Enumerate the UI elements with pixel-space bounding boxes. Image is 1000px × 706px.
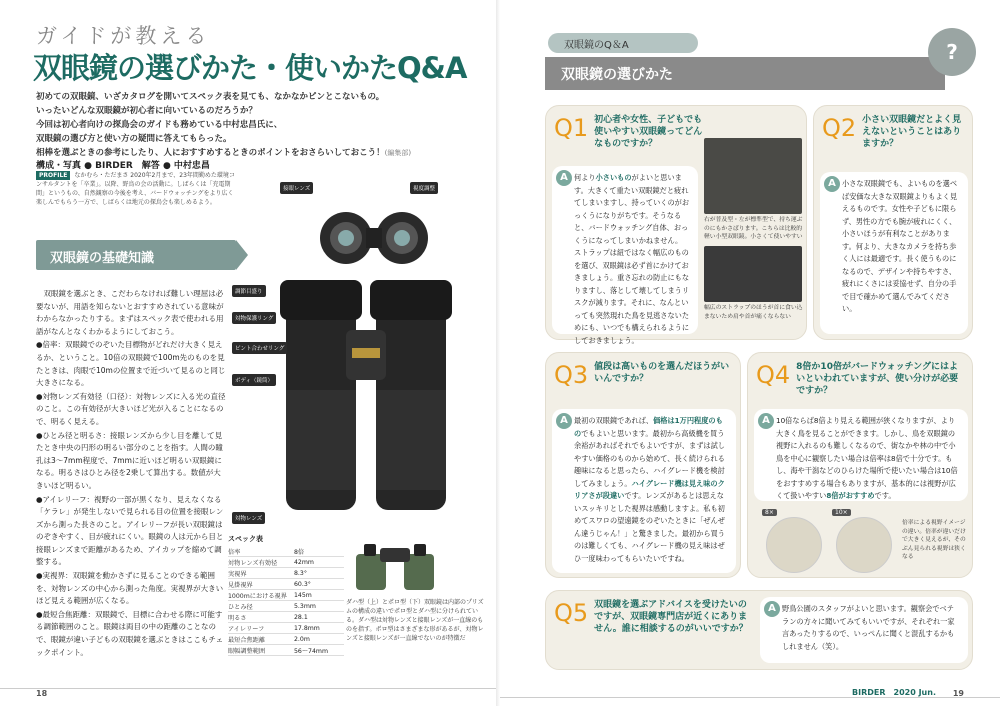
q4-header (756, 361, 966, 397)
q2-header (822, 114, 966, 150)
bird-view-10x-image (836, 517, 892, 573)
lead-line: 相棒を選ぶときの参考にしたり、人におすすめするときのポイントをおさらいしておこう！(編集部) (36, 148, 412, 158)
q3-highlight-1: 価格は1万円程度のもの (574, 416, 723, 438)
profile-text: なかむら・ただまさ 2020年2月まで、23年間勤めた環境コンサルタントを「卒業」。以降、野鳥の会の活動に。しばらくは「充電期間」というもの、自然観察の今後を考え、バードウォッチングをより広く楽しんでもらう一方で、しばらくは地元の探鳥会も楽しめるよう。 (36, 172, 235, 206)
zoom-8x-label: 8× (762, 509, 777, 516)
q1-header (554, 114, 704, 150)
footer-line (0, 688, 500, 698)
section-banner: 双眼鏡の基礎知識 (36, 240, 236, 270)
q3-title: 値段は高いものを選んだほうがいいんですか？ (594, 362, 730, 384)
lead-tag: (編集部) (384, 149, 412, 157)
spec-row: 明るさ 28.1 (228, 612, 344, 623)
answer-a-icon: A (824, 176, 840, 192)
q1-answer: 何より小さいものがよいと思います。大きくて重たい双眼鏡だと疲れてしまいますし、持っていくのがおっくうになりがちです。そうなると、バードウォッチング自体、おっくうになってしまいかねません。 ストラップは紐ではなく幅広のものを選び、双眼鏡は必ず首にかけておきましょう。重さ忘れの防止にもなりますし、落として壊してしまうリスクが減ります。それに、なんといっても突然現れた鳥を見逃さないためにも、いつでも構えられるようにしておきましょう。 (552, 166, 698, 334)
q1-photo-strap (704, 246, 802, 302)
q5-card (545, 590, 973, 670)
q1-card (545, 105, 807, 345)
q3-header (554, 361, 734, 389)
zoom-10x-label: 10× (832, 509, 851, 516)
question-logo-icon: ? (928, 28, 976, 76)
spec-title: スペック表 (228, 535, 263, 543)
bird-view-8x-image (766, 517, 822, 573)
answer-a-icon: A (556, 170, 572, 186)
q3-card (545, 352, 741, 578)
callout-objective-lens: 対物レンズ (232, 512, 265, 524)
qa-tag: 双眼鏡のQ＆A (548, 33, 698, 53)
page-title: 双眼鏡の選びかた・使いかたQ&A (33, 51, 467, 85)
answer-a-icon: A (764, 601, 780, 617)
q1-highlight: 小さいもの (595, 173, 632, 182)
spec-row: 最短合焦距離 2.0m (228, 634, 344, 645)
q3-answer: 最初の双眼鏡であれば、価格は1万円程度のものでもよいと思います。最初から高級機を買う余裕があればそれでもよいですが、まずは試しやすい価格のものから始めて、長く続けられる趣味になると思ったら、ハイグレード機を検討してみましょう。ハイグレード機は見え味のクリアさが段違いです。レンズがあるとは思えないスッキリとした視界は感動しますよ。私も初めてスワロの望遠鏡をのぞいたときに「ぜんぜん違うじゃん！」と驚きました。最初から買うのは難しくても、ハイグレード機の見え味はぜひ一度味わってもらいたいですね。 (552, 409, 736, 573)
lead-line: 双眼鏡の選び方と使い方の疑問に答えてもらった。 (36, 134, 232, 144)
term-item: ●最短合焦距離：双眼鏡で、目標に合わせる際に可能する調節範囲のこと。眼鏡は両目の中の距離のことなので、眼鏡が違い子どもの双眼鏡を選ぶときはここもチェックポイント。 (36, 609, 224, 657)
lead-line: 今回は初心者向けの探鳥会のガイドも務めている中村忠昌氏に、 (36, 120, 283, 130)
callout-objective-ring: 対物保護リング (232, 312, 276, 324)
binoculars-main-image (266, 270, 466, 520)
q2-card (813, 105, 973, 340)
q2-title: 小さい双眼鏡だとよく見えないということはありますか？ (862, 115, 962, 149)
answer-a-icon: A (556, 413, 572, 429)
q5-answer: 野鳥公園のスタッフがよいと思います。観察会でベテランの方々に聞いてみてもいいですが、それぞれ一家言あったりするので、いっぺんに聞くと混乱するかもしれません（笑）。 (760, 597, 968, 663)
term-item: ●倍率：双眼鏡でのぞいた目標物がどれだけ大きく見えるか、ということ。10倍の双眼鏡で100m先のものを見たときは、肉眼で10mの位置まで近づいて見るのと同じ大きさになる。 (36, 340, 226, 388)
lead-line: 初めての双眼鏡、いざカタログを開いてスペック表を見ても、なかなかピンとこないもの。 (36, 92, 385, 102)
q4-bird-caption: 倍率による視野イメージの違い。倍率が違いだけで大きく見えるが、そのぶん見られる視野は狭くなる (902, 520, 966, 560)
q1-number: Q1 (554, 114, 589, 142)
page-number-left: 18 (36, 689, 48, 698)
right-page (500, 0, 1000, 706)
binoculars-top-view-image (314, 200, 434, 270)
spec-row: 眼幅調整範囲 56〜74mm (228, 645, 344, 656)
spec-row: 見掛視界 60.3° (228, 579, 344, 590)
section-banner-right: 双眼鏡の選びかた (545, 57, 945, 90)
footer-brand: BIRDER 2020 Jun. (852, 688, 936, 697)
q4-card (747, 352, 973, 578)
q5-title: 双眼鏡を選ぶアドバイスを受けたいのですが、双眼鏡専門店が近くにありません。誰に相談するのがいいですか？ (594, 600, 748, 634)
page-number-right: 19 (952, 689, 964, 698)
q3-highlight-2: ハイグレード機は見え味のクリアさが段違い (574, 478, 725, 500)
term-item: ●実視界：双眼鏡を動かさずに見ることのできる範囲を、対物レンズの中心から測った角度。実視界が大きいほど見える範囲が広くなる。 (36, 571, 224, 606)
q1-photo-binoculars (704, 138, 802, 214)
spec-row: 1000mにおける視界 145m (228, 590, 344, 601)
q1-title: 初心者や女性、子どもでも使いやすい双眼鏡ってどんなものですか？ (594, 115, 703, 149)
callout-diopter: 視度調整 (410, 182, 438, 194)
spec-row: アイレリーフ 17.8mm (228, 623, 344, 634)
lead-line: いったいどんな双眼鏡が初心者に向いているのだろうか？ (36, 106, 258, 116)
spec-row: 倍率 8倍 (228, 546, 344, 557)
q3-number: Q3 (554, 361, 589, 389)
callout-body: ボディ（鏡筒） (232, 374, 276, 386)
q4-number: Q4 (756, 361, 791, 389)
spec-row: 対物レンズ有効径 42mm (228, 557, 344, 568)
q5-header (554, 599, 754, 635)
spec-row: 実視界 8.3° (228, 568, 344, 579)
body-column (36, 288, 226, 660)
q2-answer: 小さな双眼鏡でも、よいものを選べば安価な大きな双眼鏡よりもよく見えるものです。女性や子どもに限らず、男性の方でも腕が疲れにくく、小さいほうが有利なことがあります。何より、大きなカメラを持ち歩く人には最適です。長く使うものになるので、デザインや持ちやすさ、疲れにくさには妥協せず、自分の手で目で確かめて選んでみてください。 (820, 172, 968, 334)
credit: 構成・写真 ● BIRDER 解答 ● 中村忠昌 (36, 161, 210, 171)
binoculars-photo-area (230, 160, 490, 530)
porro-binoculars-image (350, 540, 440, 595)
q2-number: Q2 (822, 114, 857, 142)
lead-text (36, 90, 476, 160)
profile (36, 171, 236, 207)
profile-badge: PROFILE (36, 171, 70, 180)
q4-answer: 10倍ならば8倍より見える範囲が狭くなりますが、より大きく鳥を見ることができます。しかし、鳥を双眼鏡の視野に入れるのも難しくなるので、街なかや林の中で小鳥を中心に観察したい場合は倍率は8倍で十分です。もし、海や干潟などのひらけた場所で使いたい場合は10倍をおすすめする場合もありますが、基本的には視野が広くて扱いやすい8倍がおすすめです。 (754, 409, 968, 501)
callout-eyepiece: 接眼レンズ (280, 182, 313, 194)
q4-highlight: 8倍がおすすめ (826, 491, 875, 500)
q4-title: 8倍か10倍がバードウォッチングにはよいといわれていますが、使い分けが必要ですか？ (796, 362, 959, 396)
q1-caption-1: 右が普及型・左が標準型で、持ち運ぶのにもかさばります。こちらは比較的軽い小型双眼鏡。小さくて使いやすい (704, 217, 803, 240)
spec-row: ひとみ径 5.3mm (228, 601, 344, 612)
q5-number: Q5 (554, 599, 589, 627)
term-item: ●アイレリーフ：視野の一部が黒くなり、見えなくなる「ケラレ」が発生しないで見られる目の位置を接眼レンズから測った長さのこと。アイレリーフが長い双眼鏡はのぞきやすく、目が疲れにくい。眼鏡の人は元から目と接眼レンズまで距離があるため、アイカップを縮めて調整する。 (36, 494, 224, 567)
q1-caption-2: 幅広のストラップのほうが首に食い込まないため肩や首が痛くならない (704, 305, 803, 320)
body-intro: 双眼鏡を選ぶとき、こだわらなければ難しい理屈は必要ないが、用語を知らないとおすすめされている意味がわからなかったりする。まずはスペック表で使われる用語がなんとなくわかるようにしておこう。 (36, 289, 224, 336)
term-item: ●対物レンズ有効径（口径）：対物レンズに入る光の直径のこと。この有効径が大きいほど光が入ることになるので、明るく見える。 (36, 391, 226, 426)
kicker: ガイドが教える (36, 24, 211, 48)
spec-table (228, 534, 344, 656)
answer-a-icon: A (758, 413, 774, 429)
porro-caption: ダハ型（上）とポロ型（下）双眼鏡は内部のプリズムの構成の違いでポロ型とダハ型に分けられている。ダハ型は対物レンズと接眼レンズが一直線のものを指す。ポロ型はさまざまな形があるが、対物レンズと接眼レンズが一直線でないのが特徴だ (346, 599, 484, 642)
callout-scale: 調節目盛り (232, 285, 266, 297)
callout-focus-ring: ピント合わせリング (232, 342, 287, 354)
term-item: ●ひとみ径と明るさ：接眼レンズから少し目を離して見たとき中央の円形の明るい部分のことを指す。人間の瞳孔は3〜7mm程度で、7mmに近いほど明るい双眼鏡になる。明るさはひとみ径を2乗して算出する。数値が大きいほど明るい。 (36, 430, 223, 490)
